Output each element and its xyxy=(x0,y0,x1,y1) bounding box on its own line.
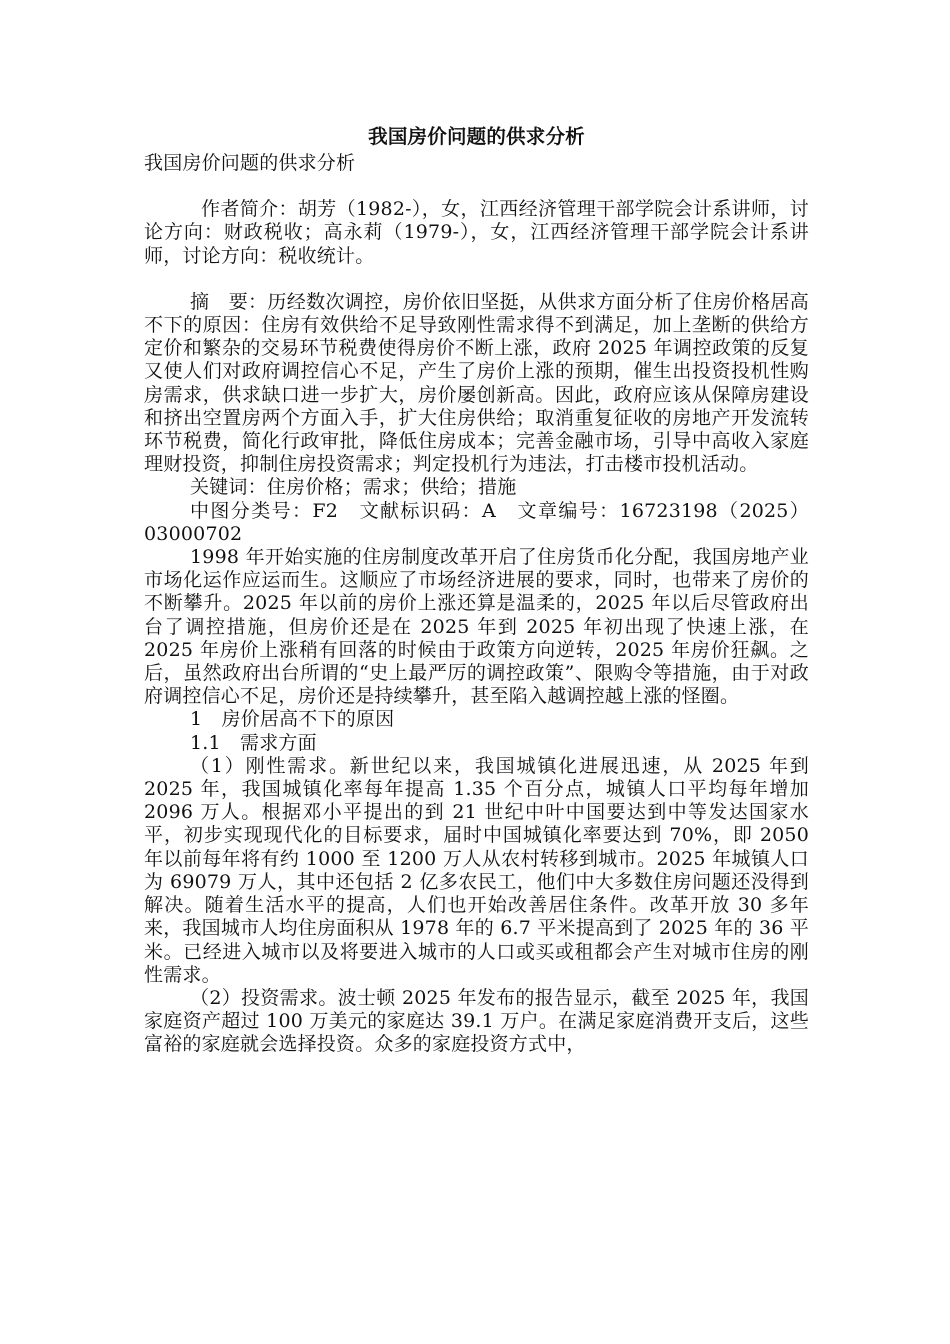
abstract-paragraph: 摘 要：历经数次调控，房价依旧坚挺，从供求方面分析了住房价格居高不下的原因：住房有效供给不足导致刚性需求得不到满足，加上垄断的供给方定价和繁杂的交易环节税费使得房价不断上涨，政府 2025 年调控政策的反复又使人们对政府调控信心不足，产生了房价上涨的预期，催生出投资投机性购房需求，供求缺口进一步扩大，房价屡创新高。因此，政府应该从保障房建设和挤出空置房两个方面入手，扩大住房供给；取消重复征收的房地产开发流转环节税费，简化行政审批，降低住房成本；完善金融市场，引导中高收入家庭理财投资，抑制住房投资需求；判定投机行为违法，打击楼市投机活动。 xyxy=(144,290,809,476)
rigid-demand-paragraph: （1）刚性需求。新世纪以来，我国城镇化进展迅速，从 2025 年到 2025 年，我国城镇化率每年提高 1.35 个百分点，城镇人口平均每年增加 2096 万人。根据邓小平提出的到 21 世纪中叶中国要达到中等发达国家水平，初步实现现代化的目标要求，届时中国城镇化率要达到 70%，即 2050 年以前每年将有约 1000 至 1200 万人从农村转移到城市。2025 年城镇人口为 69079 万人，其中还包括 2 亿多农民工，他们中大多数住房问题还没得到解决。随着生活水平的提高，人们也开始改善居住条件。改革开放 30 多年来，我国城市人均住房面积从 1978 年的 6.7 平米提高到了 2025 年的 36 平米。已经进入城市以及将要进入城市的人口或买或租都会产生对城市住房的刚性需求。 xyxy=(144,754,809,986)
spacer xyxy=(144,268,809,291)
investment-demand-paragraph: （2）投资需求。波士顿 2025 年发布的报告显示，截至 2025 年，我国家庭资产超过 100 万美元的家庭达 39.1 万户。在满足家庭消费开支后，这些富裕的家庭就会选择投资。众多的家庭投资方式中， xyxy=(144,986,809,1056)
keywords-line: 关键词：住房价格；需求；供给；措施 xyxy=(190,476,517,499)
classification-line: 中图分类号：F2 文献标识码：A 文章编号：16723198（2025）03000702 xyxy=(144,499,809,545)
document-title: 我国房价问题的供求分析 xyxy=(368,125,585,148)
section-heading-1: 1 房价居高不下的原因 xyxy=(190,708,395,731)
intro-paragraph: 1998 年开始实施的住房制度改革开启了住房货币化分配，我国房地产业市场化运作应运而生。这顺应了市场经济进展的要求，同时，也带来了房价的不断攀升。2025 年以前的房价上涨还算是温柔的，2025 年以后尽管政府出台了调控措施，但房价还是在 2025 年到 2025 年初出现了快速上涨，在 2025 年房价上涨稍有回落的时候由于政策方向逆转，2025 年房价狂飙。之后，虽然政府出台所谓的“史上最严厉的调控政策”、限购令等措施，由于对政府调控信心不足，房价还是持续攀升，甚至陷入越调控越上涨的怪圈。 xyxy=(144,546,809,708)
document-subtitle: 我国房价问题的供求分析 xyxy=(144,152,356,174)
spacer xyxy=(144,175,809,198)
author-intro: 作者简介：胡芳（1982-），女，江西经济管理干部学院会计系讲师，讨论方向：财政税收；高永莉（1979-），女，江西经济管理干部学院会计系讲师，讨论方向：税收统计。 xyxy=(144,198,809,267)
section-heading-1-1: 1.1 需求方面 xyxy=(190,731,317,754)
document-page xyxy=(144,124,809,1057)
